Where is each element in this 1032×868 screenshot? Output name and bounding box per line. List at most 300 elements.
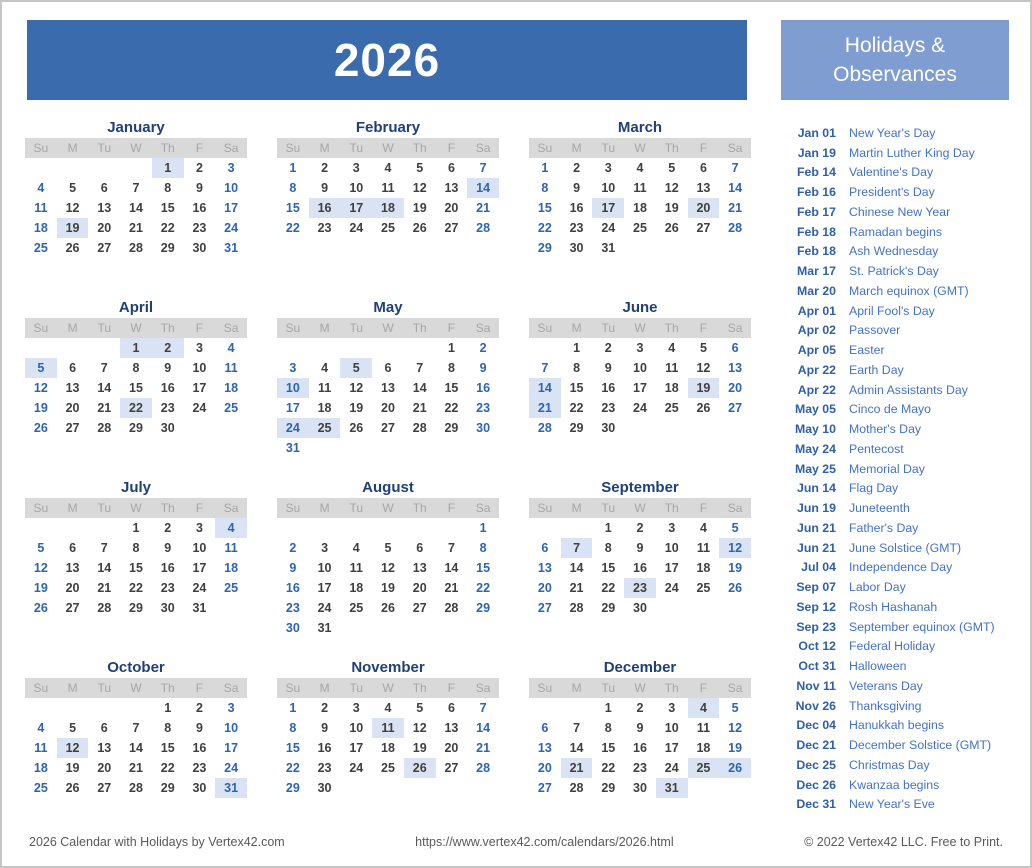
day-cell: 13: [537, 561, 552, 575]
holiday-date: Feb 17: [797, 204, 836, 219]
week-row: [529, 778, 751, 798]
day-cell: [340, 618, 372, 638]
day-cell: [436, 618, 468, 638]
dow-label: M: [571, 321, 582, 335]
day-cell: 9: [636, 721, 644, 735]
day-cell: 29: [537, 241, 552, 255]
day-cell: 26: [65, 781, 80, 795]
day-cell: 30: [476, 421, 491, 435]
day-cell: 16: [633, 741, 647, 755]
day-cell: 7: [479, 161, 487, 175]
day-cell: 19: [728, 561, 743, 575]
day-cell: 15: [129, 381, 143, 395]
day-cell: 4: [688, 698, 720, 718]
day-cell: [309, 338, 341, 358]
day-cell: 4: [668, 341, 676, 355]
week-row: [277, 578, 499, 598]
holiday-name: Cinco de Mayo: [849, 402, 932, 417]
day-cell: 24: [633, 401, 647, 415]
day-cell: 28: [569, 781, 584, 795]
day-cell: 12: [664, 181, 679, 195]
holiday-row: [790, 735, 1022, 755]
holiday-name: April Fool's Day: [849, 303, 935, 318]
day-cell: 8: [164, 721, 172, 735]
holiday-name: Pentecost: [849, 441, 904, 456]
week-row: [277, 398, 499, 418]
dow-label: Sa: [475, 141, 491, 155]
day-cell: 17: [633, 381, 647, 395]
week-row: [529, 158, 751, 178]
day-cell: 10: [633, 361, 647, 375]
day-cell: 20: [65, 401, 80, 415]
week-row: [25, 338, 247, 358]
week-row: [277, 438, 499, 458]
day-cell: 14: [444, 561, 459, 575]
day-cell: 14: [569, 561, 584, 575]
holiday-name: Labor Day: [849, 580, 906, 595]
holiday-name: December Solstice (GMT): [849, 738, 992, 753]
week-row: [277, 738, 499, 758]
day-cell: [624, 418, 656, 438]
week-row: [25, 178, 247, 198]
day-cell: 26: [664, 221, 679, 235]
holiday-date: Mar 20: [797, 283, 836, 298]
week-row: [529, 598, 751, 618]
holiday-row: [790, 558, 1022, 578]
day-cell: 4: [37, 181, 45, 195]
day-cell: 25: [664, 401, 679, 415]
dow-label: Su: [33, 501, 49, 515]
day-cell: 10: [664, 721, 679, 735]
day-cell: 5: [699, 341, 707, 355]
day-cell: 8: [289, 181, 297, 195]
day-cell: 25: [224, 581, 239, 595]
dow-label: F: [699, 681, 708, 695]
day-cell: 8: [132, 361, 140, 375]
holidays-banner-line2: Observances: [833, 63, 957, 86]
week-row: [25, 558, 247, 578]
day-cell: 16: [192, 741, 207, 755]
month-may: [277, 298, 499, 478]
day-cell: 7: [731, 161, 739, 175]
day-cell: 2: [195, 701, 203, 715]
day-cell: 25: [696, 581, 711, 595]
day-cell: 25: [349, 601, 364, 615]
day-cell: 5: [25, 358, 57, 378]
month-december: [529, 658, 751, 838]
day-cell: 14: [569, 741, 584, 755]
day-cell: 10: [224, 721, 239, 735]
day-cell: [25, 158, 57, 178]
holiday-name: Juneteenth: [849, 501, 910, 516]
holiday-row: [790, 518, 1022, 538]
dow-label: Su: [285, 681, 301, 695]
day-cell: [372, 338, 404, 358]
day-cell: 3: [668, 701, 676, 715]
day-cell: 4: [352, 541, 360, 555]
day-cell: 11: [349, 561, 363, 575]
day-cell: 3: [195, 341, 203, 355]
holiday-name: Ash Wednesday: [849, 244, 939, 259]
week-row: [25, 158, 247, 178]
dow-label: Sa: [223, 501, 239, 515]
day-cell: 17: [340, 198, 372, 218]
week-row: [529, 698, 751, 718]
month-title: August: [362, 479, 414, 496]
day-cell: 27: [696, 221, 711, 235]
day-cell: [372, 438, 404, 458]
dow-label: M: [319, 681, 330, 695]
day-cell: 15: [476, 561, 491, 575]
holiday-row: [790, 321, 1022, 341]
holiday-row: [790, 400, 1022, 420]
day-cell: 27: [728, 401, 743, 415]
day-cell: 4: [215, 518, 247, 538]
day-cell: [57, 518, 89, 538]
day-cell: 27: [97, 241, 112, 255]
day-cell: 30: [569, 241, 584, 255]
day-cell: 23: [317, 761, 332, 775]
day-cell: 13: [381, 381, 395, 395]
week-row: [25, 598, 247, 618]
day-cell: 1: [289, 701, 297, 715]
dow-label: W: [382, 681, 394, 695]
dow-label: Tu: [601, 321, 616, 335]
day-cell: 3: [321, 541, 329, 555]
day-cell: 21: [561, 758, 593, 778]
week-row: [529, 418, 751, 438]
day-cell: 10: [192, 361, 207, 375]
day-cell: 9: [604, 361, 612, 375]
day-cell: 16: [160, 381, 175, 395]
day-cell: 22: [285, 221, 300, 235]
day-cell: 27: [537, 601, 552, 615]
footer-url-link[interactable]: https://www.vertex42.com/calendars/2026.html: [415, 835, 674, 849]
month-august: [277, 478, 499, 658]
day-cell: 27: [444, 761, 459, 775]
day-cell: 31: [224, 241, 239, 255]
day-cell: 25: [381, 221, 395, 235]
day-cell: 2: [152, 338, 184, 358]
day-cell: 24: [192, 581, 207, 595]
day-cell: [120, 698, 152, 718]
day-cell: 14: [129, 201, 143, 215]
day-cell: 10: [349, 721, 364, 735]
holiday-name: Halloween: [849, 659, 907, 674]
dow-label: W: [634, 321, 646, 335]
day-cell: 17: [317, 581, 332, 595]
dow-label: Tu: [349, 321, 364, 335]
month-june: [529, 298, 751, 478]
day-cell: [436, 438, 468, 458]
dow-header-row: [529, 318, 751, 338]
day-cell: 26: [412, 221, 427, 235]
day-cell: 9: [164, 541, 172, 555]
dow-label: W: [130, 321, 142, 335]
day-cell: [688, 418, 720, 438]
week-row: [25, 398, 247, 418]
holiday-name: New Year's Eve: [849, 797, 935, 812]
day-cell: [372, 618, 404, 638]
holiday-date: Jun 21: [797, 520, 836, 535]
holiday-row: [790, 301, 1022, 321]
day-cell: 13: [97, 201, 112, 215]
holiday-name: New Year's Day: [849, 125, 936, 140]
day-cell: 13: [444, 721, 459, 735]
day-cell: 1: [120, 338, 152, 358]
day-cell: 29: [129, 421, 143, 435]
day-cell: 5: [384, 541, 392, 555]
day-cell: 20: [537, 581, 552, 595]
day-cell: 24: [192, 401, 207, 415]
week-row: [25, 198, 247, 218]
week-row: [277, 718, 499, 738]
day-cell: [404, 778, 436, 798]
week-row: [277, 518, 499, 538]
dow-header-row: [529, 498, 751, 518]
holiday-row: [790, 498, 1022, 518]
day-cell: 3: [604, 161, 612, 175]
holiday-date: Jun 21: [797, 540, 836, 555]
day-cell: 28: [129, 241, 143, 255]
week-row: [529, 758, 751, 778]
dow-label: F: [699, 501, 708, 515]
dow-label: Th: [664, 321, 679, 335]
day-cell: 15: [601, 561, 616, 575]
holiday-row: [790, 479, 1022, 499]
day-cell: 12: [719, 538, 751, 558]
day-cell: 1: [289, 161, 297, 175]
day-cell: 11: [696, 541, 711, 555]
dow-label: M: [319, 321, 330, 335]
day-cell: 8: [289, 721, 297, 735]
day-cell: 13: [728, 361, 743, 375]
dow-label: M: [571, 141, 582, 155]
day-cell: 27: [444, 221, 459, 235]
day-cell: [277, 338, 309, 358]
dow-label: Su: [285, 141, 301, 155]
month-title: April: [118, 299, 154, 316]
dow-label: F: [447, 501, 456, 515]
day-cell: [467, 618, 499, 638]
day-cell: 3: [668, 521, 676, 535]
day-cell: 18: [33, 761, 48, 775]
day-cell: 5: [340, 358, 372, 378]
month-title: November: [351, 659, 425, 676]
day-cell: [656, 238, 688, 258]
holiday-date: Apr 22: [797, 382, 836, 397]
day-cell: 22: [129, 581, 143, 595]
day-cell: 2: [195, 161, 203, 175]
day-cell: 26: [33, 421, 48, 435]
day-cell: 26: [65, 241, 80, 255]
dow-label: Th: [664, 681, 679, 695]
dow-label: M: [67, 681, 78, 695]
day-cell: 25: [309, 418, 341, 438]
day-cell: [215, 418, 247, 438]
day-cell: [719, 238, 751, 258]
day-cell: 28: [537, 421, 552, 435]
dow-header-row: [277, 498, 499, 518]
holiday-date: Jan 01: [797, 125, 836, 140]
month-title: May: [373, 299, 403, 316]
day-cell: [719, 418, 751, 438]
day-cell: 7: [132, 721, 140, 735]
day-cell: 10: [349, 181, 364, 195]
day-cell: 27: [65, 601, 80, 615]
dow-label: Sa: [475, 681, 491, 695]
day-cell: 21: [529, 398, 561, 418]
day-cell: 6: [100, 721, 108, 735]
dow-label: Tu: [601, 141, 616, 155]
week-row: [277, 158, 499, 178]
week-row: [25, 358, 247, 378]
day-cell: [309, 438, 341, 458]
dow-label: Su: [33, 141, 49, 155]
week-row: [25, 218, 247, 238]
holiday-date: Dec 31: [796, 797, 836, 812]
week-row: [25, 578, 247, 598]
day-cell: 11: [381, 181, 395, 195]
day-cell: 12: [412, 181, 427, 195]
day-cell: 8: [604, 541, 612, 555]
day-cell: [120, 158, 152, 178]
day-cell: 9: [479, 361, 487, 375]
dow-label: M: [571, 681, 582, 695]
dow-label: W: [634, 141, 646, 155]
day-cell: 6: [447, 701, 455, 715]
day-cell: 3: [352, 701, 360, 715]
day-cell: 9: [195, 181, 203, 195]
month-april: [25, 298, 247, 478]
week-row: [277, 778, 499, 798]
day-cell: 4: [321, 361, 329, 375]
week-row: [25, 758, 247, 778]
day-cell: 15: [444, 381, 459, 395]
day-cell: 28: [476, 761, 491, 775]
dow-label: W: [634, 681, 646, 695]
day-cell: 23: [633, 761, 647, 775]
day-cell: 10: [601, 181, 616, 195]
dow-label: F: [195, 681, 204, 695]
holiday-name: Memorial Day: [849, 461, 925, 476]
day-cell: [561, 518, 593, 538]
day-cell: 11: [224, 361, 238, 375]
day-cell: 1: [164, 701, 172, 715]
day-cell: [404, 338, 436, 358]
day-cell: 13: [97, 741, 112, 755]
holiday-name: Passover: [849, 323, 901, 338]
day-cell: 29: [129, 601, 143, 615]
holiday-date: Mar 17: [797, 264, 836, 279]
day-cell: 12: [33, 381, 48, 395]
holiday-date: Dec 26: [796, 777, 836, 792]
week-row: [277, 378, 499, 398]
day-cell: [88, 338, 120, 358]
day-cell: 8: [541, 181, 549, 195]
dow-label: Tu: [97, 501, 112, 515]
day-cell: 1: [132, 521, 140, 535]
week-row: [277, 758, 499, 778]
day-cell: 24: [277, 418, 309, 438]
day-cell: 20: [728, 381, 743, 395]
dow-label: Su: [33, 681, 49, 695]
dow-label: Th: [160, 321, 175, 335]
day-cell: 18: [224, 561, 239, 575]
day-cell: 19: [688, 378, 720, 398]
day-cell: 19: [349, 401, 364, 415]
day-cell: 30: [633, 781, 647, 795]
day-cell: [688, 238, 720, 258]
week-row: [529, 238, 751, 258]
day-cell: 25: [33, 241, 48, 255]
day-cell: 11: [372, 718, 404, 738]
day-cell: 9: [164, 361, 172, 375]
day-cell: 12: [728, 721, 743, 735]
holiday-date: Apr 05: [797, 343, 836, 358]
day-cell: 17: [285, 401, 300, 415]
day-cell: 15: [129, 561, 143, 575]
day-cell: 30: [317, 781, 332, 795]
day-cell: 12: [696, 361, 711, 375]
dow-label: M: [67, 321, 78, 335]
day-cell: [340, 778, 372, 798]
day-cell: 21: [412, 401, 427, 415]
month-september: [529, 478, 751, 658]
month-february: [277, 118, 499, 298]
day-cell: 22: [444, 401, 459, 415]
day-cell: 20: [97, 221, 112, 235]
day-cell: 20: [688, 198, 720, 218]
day-cell: 28: [476, 221, 491, 235]
dow-label: Th: [160, 681, 175, 695]
holiday-name: Valentine's Day: [849, 165, 934, 180]
day-cell: 6: [731, 341, 739, 355]
holiday-date: Jan 19: [797, 145, 836, 160]
day-cell: [57, 158, 89, 178]
holiday-date: May 05: [794, 402, 836, 417]
week-row: [529, 398, 751, 418]
day-cell: 6: [416, 541, 424, 555]
day-cell: 7: [416, 361, 424, 375]
year-banner: [27, 20, 747, 100]
dow-label: F: [195, 501, 204, 515]
holiday-name: Ramadan begins: [849, 224, 942, 239]
day-cell: 29: [601, 601, 616, 615]
dow-label: F: [699, 321, 708, 335]
day-cell: 8: [447, 361, 455, 375]
day-cell: 22: [160, 221, 175, 235]
day-cell: 15: [285, 201, 300, 215]
day-cell: 6: [69, 361, 77, 375]
day-cell: 8: [604, 721, 612, 735]
week-row: [529, 178, 751, 198]
holiday-date: Feb 18: [797, 244, 836, 259]
day-cell: 13: [696, 181, 711, 195]
holiday-row: [790, 577, 1022, 597]
holiday-date: Feb 18: [797, 224, 836, 239]
day-cell: 23: [285, 601, 300, 615]
dow-label: Sa: [223, 141, 239, 155]
week-row: [529, 518, 751, 538]
day-cell: 7: [100, 361, 108, 375]
day-cell: [404, 438, 436, 458]
week-row: [277, 338, 499, 358]
day-cell: [25, 338, 57, 358]
dow-label: Tu: [97, 141, 112, 155]
dow-label: W: [130, 501, 142, 515]
day-cell: 28: [444, 601, 459, 615]
